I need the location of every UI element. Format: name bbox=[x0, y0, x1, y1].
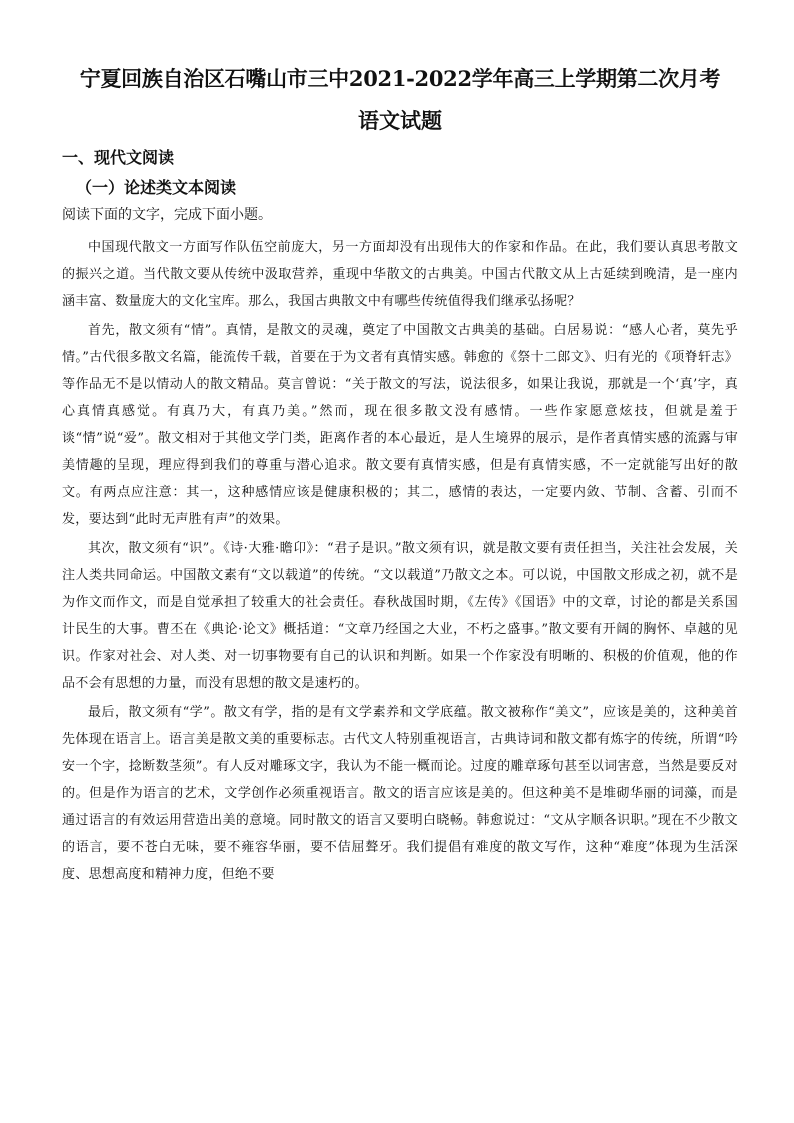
document-page bbox=[62, 64, 738, 888]
body-paragraph: 首先，散文须有“情”。真情，是散文的灵魂，奠定了中国散文古典美的基础。白居易说：“感人心者，莫先乎情。”古代很多散文名篇，能流传千载，首要在于为文者有真情实感。韩愈的《祭十二郎文》、归有光的《项脊轩志》等作品无不是以情动人的散文精品。莫言曾说：“关于散文的写法，说法很多，如果让我说，那就是一个‘真’字，真心真情真感觉。有真乃大，有真乃美。”然而，现在很多散文没有感情。一些作家愿意炫技，但就是羞于谈“情”说“爱”。散文相对于其他文学门类，距离作者的本心最近，是人生境界的展示，是作者真情实感的流露与审美情趣的呈现，理应得到我们的尊重与潜心追求。散文要有真情实感，但是有真情实感，不一定就能写出好的散文。有两点应注意：其一，这种感情应该是健康积极的；其二，感情的表达，一定要内敛、节制、含蓄、引而不发，要达到“此时无声胜有声”的效果。 bbox=[62, 323, 738, 527]
body-paragraph: 中国现代散文一方面写作队伍空前庞大，另一方面却没有出现伟大的作家和作品。在此，我们要认真思考散文的振兴之道。当代散文要从传统中汲取营养，重现中华散文的古典美。中国古代散文从上古延续到晚清，是一座内涵丰富、数量庞大的文化宝库。那么，我国古典散文中有哪些传统值得我们继承弘扬呢？ bbox=[62, 240, 738, 309]
subsection-heading: （一）论述类文本阅读 bbox=[76, 178, 237, 197]
reading-instruction: 阅读下面的文字，完成下面小题。 bbox=[62, 207, 272, 223]
body-paragraph: 最后，散文须有“学”。散文有学，指的是有文学素养和文学底蕴。散文被称作“美文”，应该是美的，这种美首先体现在语言上。语言美是散文美的重要标志。古代文人特别重视语言，古典诗词和散文都有炼字的传统，所谓“吟安一个字，捻断数茎须”。有人反对雕琢文字，我认为不能一概而论。过度的雕章琢句甚至以词害意，当然是要反对的。但是作为语言的艺术，文学创作必须重视语言。散文的语言应该是美的。但这种美不是堆砌华丽的词藻，而是通过语言的有效运用营造出美的意境。同时散文的语言又要明白晓畅。韩愈说过：“文从字顺各识职。”现在不少散文的语言，要不苍白无味，要不雍容华丽，要不佶屈聱牙。我们提倡有难度的散文写作，这种“难度”体现为生活深度、思想高度和精神力度，但绝不要 bbox=[62, 705, 738, 882]
body-paragraph: 其次，散文须有“识”。《诗·大雅·瞻卬》：“君子是识。”散文须有识，就是散文要有责任担当，关注社会发展，关注人类共同命运。中国散文素有“文以载道”的传统。“文以载道”乃散文之本。可以说，中国散文形成之初，就不是为作文而作文，而是自觉承担了较重大的社会责任。春秋战国时期，《左传》《国语》中的文章，讨论的都是关系国计民生的大事。曹丕在《典论·论文》概括道：“文章乃经国之大业，不朽之盛事。”散文要有开阔的胸怀、卓越的见识。作家对社会、对人类、对一切事物要有自己的认识和判断。如果一个作家没有明晰的、积极的价值观，他的作品不会有思想的力量，而没有思想的散文是速朽的。 bbox=[62, 541, 738, 691]
document-subtitle: 语文试题 bbox=[358, 108, 442, 133]
section-heading: 一、现代文阅读 bbox=[62, 148, 175, 167]
document-title: 宁夏回族自治区石嘴山市三中2021-2022学年高三上学期第二次月考 bbox=[79, 66, 721, 91]
